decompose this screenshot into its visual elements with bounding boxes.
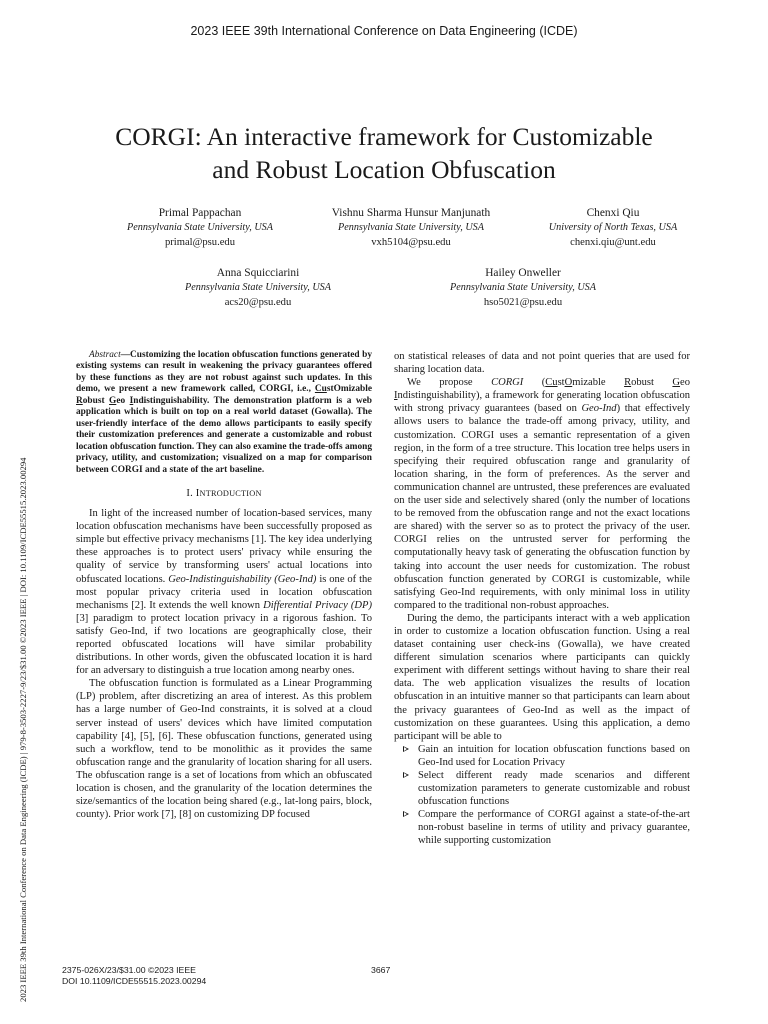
list-item: Gain an intuition for location obfuscation functions based on Geo-Ind used for Location Privacy [394,743,690,769]
demo-paragraph: During the demo, the participants interact with a web application in order to customize a location obfuscation function. Using a real dataset containing user check-ins (Gowalla), we have created different simulation scenarios where participants can quickly experiment with different settings without having to share their real data. The web application visualizes the results of location obfuscation in an intuitive manner so that participants can learn about the privacy guarantees of Geo-Ind as well as the impact of customization on these guarantees. Using this application, a demo participant will be able to [394,612,690,742]
author-block [413,266,633,310]
author-email: primal@psu.edu [164,236,236,248]
author-affiliation: Pennsylvania State University, USA [450,281,596,293]
triangle-bullet-icon [403,772,409,778]
paragraph-continued: on statistical releases of data and not point queries that are used for sharing location data. [394,351,690,376]
author-block [95,206,305,250]
author-name: Vishnu Sharma Hunsur Manjunath [331,207,491,219]
author-block [153,266,363,310]
author-name: Anna Squicciarini [216,267,300,279]
capability-list [394,743,690,848]
conference-header: 2023 IEEE 39th International Conference on Data Engineering (ICDE) [190,24,578,38]
author-name: Hailey Onweller [485,267,561,279]
footer-issn: 2375-026X/23/$31.00 ©2023 IEEE [62,965,196,975]
abstract-lead: Abstract [89,350,121,360]
author-email: hso5021@psu.edu [483,296,563,308]
author-affiliation: University of North Texas, USA [548,221,678,233]
author-email: vxh5104@psu.edu [371,236,451,248]
author-block [300,206,522,250]
corgi-paragraph: We propose CORGI (CustOmizable Robust Geo Indistinguishability), a framework for generating location obfuscation with strong privacy guarantees (based on Geo-Ind) that effectively allows users to balance the trade-off among privacy, utility, and customization. CORGI uses a semantic representation of a given region, in the form of a tree structure. This location tree helps users in specifying their required obfuscation range and granularity of location sharing, in the form of preferences. As the server and communication channel are untrusted, these preferences are evaluated on the user side and selectively shared (only the number of locations to be removed from the obfuscation range and not the exact locations are shared) with the server so as to protect the privacy of the user. CORGI relies on the untrusted server for performing the computationally heavy task of generating the obfuscation function by taking into account the user needs for customization. The robust obfuscation function generated by CORGI is customizable, while satisfying Geo-Ind requirements, with only minimal loss in utility compared to the traditional non-robust approaches. [394,377,690,611]
footer-copyright [62,965,206,986]
side-doi-note: 2023 IEEE 39th International Conference on Data Engineering (ICDE) | 979-8-3503-2227-9/23/$31.00 ©2023 IEEE | DOI: 10.1109/ICDE55515.2023.00294 [18,457,28,1002]
author-affiliation: Pennsylvania State University, USA [338,221,484,233]
section-heading: I. INTRODUCTION [186,487,262,499]
author-affiliation: Pennsylvania State University, USA [127,221,273,233]
author-email: chenxi.qiu@unt.edu [570,236,656,248]
abstract: Abstract—Customizing the location obfuscation functions generated by existing systems can result in weakening the privacy guarantees offered by these functions as they are not robust against such updates. In this demo, we present a new framework called, CORGI, i.e., CustOmizable Robust Geo Indistinguishability. The demonstration platform is a web application which is built on top on a real world dataset (Gowalla). The user-friendly interface of the demo allows participants to easily specify their customization preferences and generate a customizable and robust location obfuscation function. They can also examine the trade-offs among privacy, utility, and customization; visualized on a map for comparison between CORGI and a state of the art baseline. [76,350,373,475]
triangle-bullet-icon [403,746,409,752]
page-number: 3667 [371,965,391,975]
right-column [394,350,690,848]
title-line-2: and Robust Location Obfuscation [212,155,556,184]
intro-paragraph-2: The obfuscation function is formulated as a Linear Programming (LP) problem, after discretizing an area of interest. As this problem has a large number of Geo-Ind constraints, it is solved at a cloud server instead of users' devices which have limited computation capability [4], [5], [6]. These obfuscation functions, generated using such a workflow, tend to be monolithic as it provides the same obfuscation range and the granularity of location sharing for all users. The obfuscation range is a set of locations from which an obfuscated location is chosen, and the granularity of the location determines the size/semantics of the location being shared (e.g., lat-long pairs, block, county). Prior work [7], [8] on customizing DP focused [76,678,372,821]
left-column [76,350,372,821]
intro-paragraph-1: In light of the increased number of location-based services, many location obfuscation mechanisms have been successfully proposed as simple but effective privacy mechanisms [1]. The key idea underlying these approaches is to protect users' privacy while ensuring the quality of service by transforming users' actual locations into obfuscated locations. Geo-Indistinguishability (Geo-Ind) is one of the most popular privacy criteria used in location obfuscation mechanisms [2]. It extends the well known Differential Privacy (DP) [3] paradigm to protect location privacy in a rigorous fashion. To satisfy Geo-Ind, if two locations are geographically close, their reported obfuscated locations will have similar probability distributions. In other words, given the obfuscated location it is hard for an adversary to distinguish a true location among nearby ones. [76,508,372,677]
list-item: Compare the performance of CORGI against a state-of-the-art non-robust baseline in terms of utility and privacy guarantee, while supporting customization [394,808,690,847]
author-name: Chenxi Qiu [586,207,640,219]
author-block [513,206,713,250]
footer-doi: DOI 10.1109/ICDE55515.2023.00294 [62,975,207,986]
list-item: Select different ready made scenarios and different customization parameters to generate customizable and robust obfuscation functions [394,769,690,808]
title-line-1: CORGI: An interactive framework for Customizable [115,122,653,151]
author-affiliation: Pennsylvania State University, USA [185,281,331,293]
paper-title [60,120,708,186]
author-email: acs20@psu.edu [224,296,292,308]
triangle-bullet-icon [403,811,409,817]
author-name: Primal Pappachan [158,207,242,219]
